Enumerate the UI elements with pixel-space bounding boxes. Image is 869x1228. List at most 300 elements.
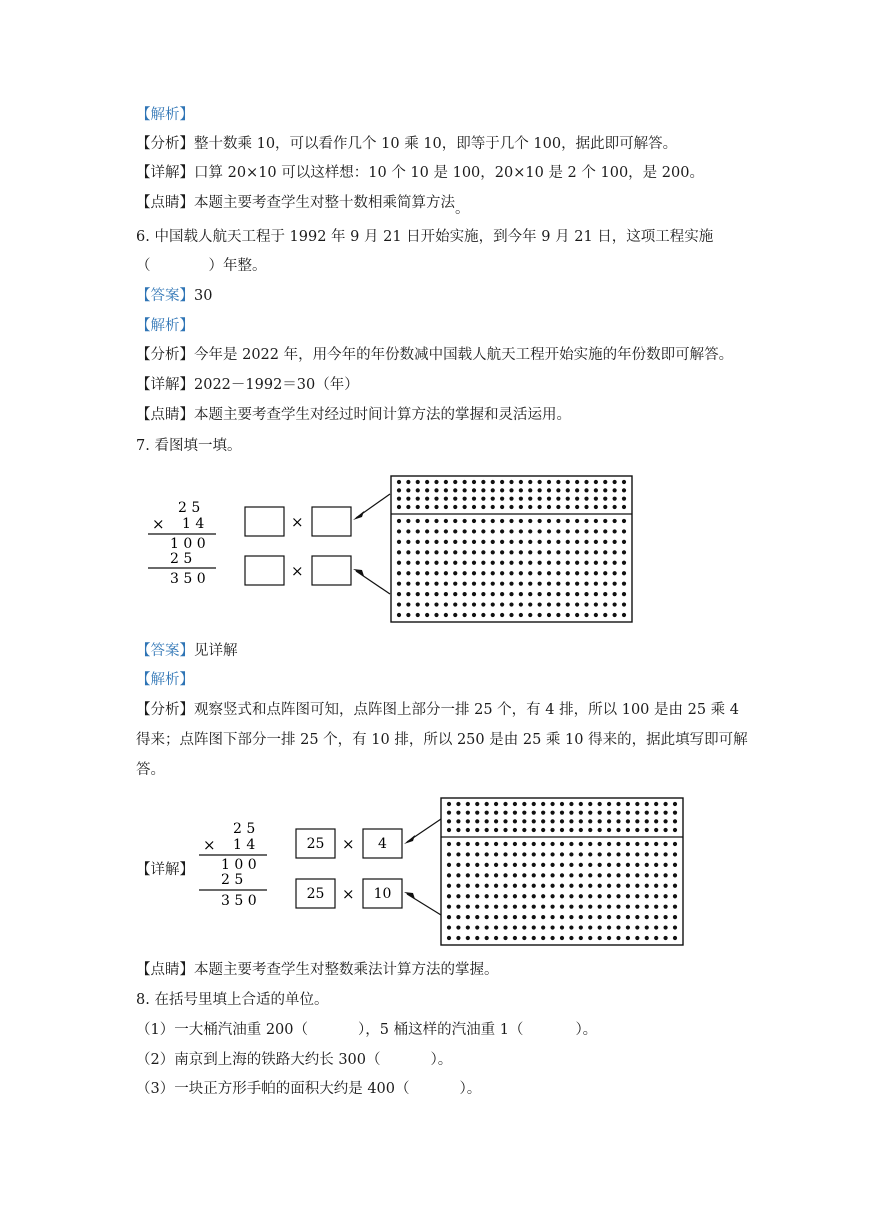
- dot: [594, 613, 598, 617]
- dot: [575, 550, 579, 554]
- dot: [528, 480, 532, 484]
- dot: [575, 571, 579, 575]
- dot: [434, 505, 438, 509]
- dot: [654, 915, 658, 919]
- dot: [485, 802, 489, 806]
- dot: [663, 819, 667, 823]
- dot: [509, 540, 513, 544]
- dot: [556, 497, 560, 501]
- dot: [538, 529, 542, 533]
- dot: [491, 540, 495, 544]
- q7-xiangjie-tag: 【详解】: [136, 862, 194, 878]
- q5-xiangjie: [136, 163, 704, 183]
- answer-box-1b[interactable]: [312, 507, 351, 536]
- dot: [456, 863, 460, 867]
- dot: [528, 613, 532, 617]
- dot: [453, 550, 457, 554]
- dot: [456, 905, 460, 909]
- dot: [575, 529, 579, 533]
- dot: [607, 811, 611, 815]
- dot: [447, 852, 451, 856]
- dot: [613, 488, 617, 492]
- dot: [654, 802, 658, 806]
- dot: [503, 884, 507, 888]
- dot: [598, 925, 602, 929]
- q7-fenxi-text-1: 观察竖式和点阵图可知，点阵图上部分一排 25 个，有 4 排，所以 100 是由 25 乘 4: [194, 702, 740, 718]
- dot: [560, 852, 564, 856]
- dot: [519, 519, 523, 523]
- dot: [673, 905, 677, 909]
- dot: [397, 519, 401, 523]
- answer-box-2b[interactable]: [312, 556, 351, 585]
- dot: [485, 842, 489, 846]
- dot: [519, 613, 523, 617]
- dot: [673, 873, 677, 877]
- dot: [584, 488, 588, 492]
- dot: [503, 828, 507, 832]
- dot: [541, 852, 545, 856]
- dot: [528, 561, 532, 565]
- dot: [519, 561, 523, 565]
- dot: [673, 842, 677, 846]
- dot: [466, 802, 470, 806]
- dot: [603, 602, 607, 606]
- q7-stem: 7. 看图填一填。: [136, 438, 242, 454]
- q7-solution-figure: [195, 793, 695, 953]
- dot: [416, 550, 420, 554]
- dot: [447, 873, 451, 877]
- dot: [654, 894, 658, 898]
- dot: [560, 936, 564, 940]
- dot: [434, 540, 438, 544]
- dot: [416, 505, 420, 509]
- q8-item2-part-b: ）。: [430, 1052, 453, 1068]
- dot: [532, 894, 536, 898]
- dot: [434, 613, 438, 617]
- dot: [663, 915, 667, 919]
- dot: [622, 602, 626, 606]
- dot: [560, 884, 564, 888]
- dot: [673, 819, 677, 823]
- q5-xiangjie-text: 口算 20×10 可以这样想：10 个 10 是 100，20×10 是 2 个 100，是 200。: [194, 165, 704, 181]
- q8-item-1: [136, 1020, 597, 1040]
- dot: [532, 936, 536, 940]
- dot: [613, 519, 617, 523]
- q7-dianjing: [136, 960, 499, 980]
- q8-item1-part-b: ），5 桶这样的汽油重 1（: [358, 1022, 524, 1038]
- dot: [528, 571, 532, 575]
- dot: [466, 819, 470, 823]
- dot: [556, 592, 560, 596]
- dot: [607, 905, 611, 909]
- dot: [598, 842, 602, 846]
- dot: [663, 905, 667, 909]
- dot: [491, 571, 495, 575]
- fenxi-tag: 【分析】: [136, 347, 194, 363]
- dot: [588, 873, 592, 877]
- dot: [598, 873, 602, 877]
- dot: [566, 592, 570, 596]
- dot: [509, 519, 513, 523]
- dot: [472, 529, 476, 533]
- dot: [532, 873, 536, 877]
- dot: [425, 505, 429, 509]
- dot: [654, 842, 658, 846]
- dot: [603, 480, 607, 484]
- dot: [645, 828, 649, 832]
- dot: [434, 529, 438, 533]
- partial-product-1: 1 0 0: [221, 857, 257, 873]
- dot: [494, 873, 498, 877]
- dot: [673, 802, 677, 806]
- dot: [566, 519, 570, 523]
- dot: [645, 802, 649, 806]
- dot: [532, 819, 536, 823]
- dot: [397, 602, 401, 606]
- dot: [566, 505, 570, 509]
- answer-box-1a[interactable]: [245, 507, 284, 536]
- dot: [598, 894, 602, 898]
- dot: [626, 863, 630, 867]
- dot: [406, 480, 410, 484]
- dot: [594, 561, 598, 565]
- dot: [519, 602, 523, 606]
- dot: [463, 540, 467, 544]
- dot: [434, 519, 438, 523]
- dot: [509, 550, 513, 554]
- dot: [550, 811, 554, 815]
- dot: [566, 602, 570, 606]
- dot: [528, 550, 532, 554]
- dot: [463, 480, 467, 484]
- dot: [626, 852, 630, 856]
- dot: [569, 894, 573, 898]
- dot: [397, 480, 401, 484]
- dot: [603, 505, 607, 509]
- dot: [472, 497, 476, 501]
- dot: [626, 828, 630, 832]
- dot: [500, 480, 504, 484]
- dot: [481, 529, 485, 533]
- dot: [485, 819, 489, 823]
- dot: [532, 852, 536, 856]
- dot: [626, 819, 630, 823]
- dot: [645, 915, 649, 919]
- dot: [579, 873, 583, 877]
- multiplier: 1 4: [182, 516, 205, 532]
- dot: [588, 884, 592, 888]
- solution-value-1a: 25: [306, 836, 325, 852]
- dot: [673, 863, 677, 867]
- dot: [466, 894, 470, 898]
- dot: [613, 540, 617, 544]
- q8-item-2: [136, 1050, 452, 1070]
- dot: [616, 894, 620, 898]
- dot: [541, 936, 545, 940]
- q5-fenxi-text: 整十数乘 10，可以看作几个 10 乘 10，即等于几个 100，据此即可解答。: [194, 136, 678, 152]
- dot: [416, 592, 420, 596]
- dot: [397, 529, 401, 533]
- q8-item2-part-a: （2）南京到上海的铁路大约长 300（: [136, 1052, 381, 1068]
- dot: [522, 828, 526, 832]
- dot: [406, 561, 410, 565]
- partial-product-2: 2 5: [221, 872, 244, 888]
- dot: [447, 819, 451, 823]
- dot: [626, 925, 630, 929]
- dot: [566, 582, 570, 586]
- dot: [522, 873, 526, 877]
- dot: [397, 582, 401, 586]
- dot: [556, 571, 560, 575]
- dot: [503, 852, 507, 856]
- dot: [500, 582, 504, 586]
- dot: [645, 863, 649, 867]
- dot: [406, 540, 410, 544]
- dot: [616, 819, 620, 823]
- dot: [463, 529, 467, 533]
- dot: [569, 863, 573, 867]
- dot: [466, 811, 470, 815]
- dot: [475, 915, 479, 919]
- dot: [519, 529, 523, 533]
- dot: [475, 863, 479, 867]
- dot: [575, 505, 579, 509]
- dot: [654, 936, 658, 940]
- dot: [616, 884, 620, 888]
- dot: [481, 497, 485, 501]
- dot: [538, 488, 542, 492]
- q7-fenxi-line1: [136, 700, 739, 720]
- dot: [569, 802, 573, 806]
- dot: [584, 582, 588, 586]
- dot: [522, 811, 526, 815]
- dot: [594, 571, 598, 575]
- dot: [613, 602, 617, 606]
- dot: [494, 936, 498, 940]
- solution-value-2a: 25: [306, 886, 325, 902]
- dot: [472, 571, 476, 575]
- dot: [522, 852, 526, 856]
- dot: [513, 894, 517, 898]
- dot: [579, 852, 583, 856]
- dot: [635, 852, 639, 856]
- dot: [616, 915, 620, 919]
- dot: [463, 571, 467, 575]
- dot: [663, 873, 667, 877]
- box-times-sign: ×: [291, 562, 304, 580]
- dot: [607, 915, 611, 919]
- dot: [453, 613, 457, 617]
- dot: [550, 925, 554, 929]
- dot: [550, 819, 554, 823]
- dot: [566, 480, 570, 484]
- q8-stem: 8. 在括号里填上合适的单位。: [136, 992, 329, 1008]
- dot: [588, 894, 592, 898]
- q8-item3-part-a: （3）一块正方形手帕的面积大约是 400（: [136, 1081, 410, 1097]
- dot: [616, 811, 620, 815]
- dot: [616, 873, 620, 877]
- dot: [406, 602, 410, 606]
- dot: [550, 828, 554, 832]
- dot: [603, 592, 607, 596]
- dot: [547, 592, 551, 596]
- dot: [654, 863, 658, 867]
- dot: [519, 505, 523, 509]
- dot: [447, 811, 451, 815]
- dot: [472, 488, 476, 492]
- dot: [550, 915, 554, 919]
- dot: [494, 852, 498, 856]
- dot: [509, 480, 513, 484]
- dot: [406, 571, 410, 575]
- dot: [547, 529, 551, 533]
- dot: [645, 842, 649, 846]
- dot: [622, 480, 626, 484]
- dot: [663, 884, 667, 888]
- dot: [503, 802, 507, 806]
- dot: [635, 915, 639, 919]
- dot: [491, 561, 495, 565]
- dot: [472, 561, 476, 565]
- dot: [622, 540, 626, 544]
- dot: [475, 905, 479, 909]
- dot: [463, 519, 467, 523]
- dot: [494, 802, 498, 806]
- dot: [579, 936, 583, 940]
- dot: [503, 915, 507, 919]
- dot: [635, 905, 639, 909]
- dot: [613, 613, 617, 617]
- dot: [447, 925, 451, 929]
- dot: [491, 613, 495, 617]
- dot: [550, 873, 554, 877]
- dot: [500, 602, 504, 606]
- dot: [434, 592, 438, 596]
- dot: [406, 519, 410, 523]
- dot: [528, 582, 532, 586]
- dot: [622, 488, 626, 492]
- dot: [513, 852, 517, 856]
- dot: [645, 819, 649, 823]
- dot: [500, 488, 504, 492]
- dot: [509, 613, 513, 617]
- q7-jiexi-tag: 【解析】: [136, 672, 194, 688]
- dot: [654, 925, 658, 929]
- dot: [434, 571, 438, 575]
- dot: [532, 842, 536, 846]
- dot: [603, 613, 607, 617]
- dot: [635, 894, 639, 898]
- dot: [519, 550, 523, 554]
- dot: [613, 550, 617, 554]
- dot: [503, 936, 507, 940]
- dot: [513, 915, 517, 919]
- dot: [491, 602, 495, 606]
- dot: [406, 582, 410, 586]
- dot: [547, 505, 551, 509]
- dot: [494, 828, 498, 832]
- dot: [434, 497, 438, 501]
- dot: [475, 894, 479, 898]
- dot: [463, 592, 467, 596]
- dot: [547, 480, 551, 484]
- dot: [594, 497, 598, 501]
- dot: [588, 819, 592, 823]
- dot: [532, 828, 536, 832]
- dot: [425, 613, 429, 617]
- dot: [613, 582, 617, 586]
- dot: [603, 540, 607, 544]
- dot: [538, 540, 542, 544]
- dot: [569, 905, 573, 909]
- dot: [444, 592, 448, 596]
- dot: [594, 550, 598, 554]
- dot: [635, 811, 639, 815]
- dot: [594, 480, 598, 484]
- dot: [584, 519, 588, 523]
- dot: [509, 497, 513, 501]
- dot: [673, 894, 677, 898]
- dot: [616, 936, 620, 940]
- dot: [416, 497, 420, 501]
- dot: [616, 802, 620, 806]
- xiangjie-tag: 【详解】: [136, 165, 194, 181]
- dot: [456, 819, 460, 823]
- q7-fenxi-line3: 答。: [136, 762, 165, 778]
- dot: [425, 571, 429, 575]
- dot: [513, 863, 517, 867]
- dot: [613, 480, 617, 484]
- dot: [466, 915, 470, 919]
- dot: [635, 925, 639, 929]
- dot: [538, 519, 542, 523]
- dot: [509, 505, 513, 509]
- dot: [613, 529, 617, 533]
- dot: [528, 505, 532, 509]
- dot: [434, 602, 438, 606]
- dot: [522, 802, 526, 806]
- dot: [560, 894, 564, 898]
- answer-box-2a[interactable]: [245, 556, 284, 585]
- dot: [645, 884, 649, 888]
- q7-dianjing-text: 本题主要考查学生对整数乘法计算方法的掌握。: [194, 962, 499, 978]
- dot: [663, 936, 667, 940]
- dot: [485, 884, 489, 888]
- dot: [503, 894, 507, 898]
- dot: [513, 873, 517, 877]
- dot: [550, 884, 554, 888]
- dot: [538, 497, 542, 501]
- dot: [406, 550, 410, 554]
- dot: [607, 936, 611, 940]
- dot: [635, 842, 639, 846]
- dot: [550, 905, 554, 909]
- q5-dianjing-end: 。: [455, 201, 470, 217]
- dot: [635, 863, 639, 867]
- dot: [622, 592, 626, 596]
- times-sign: ×: [203, 836, 216, 854]
- dot: [416, 582, 420, 586]
- dot: [607, 925, 611, 929]
- dot: [513, 936, 517, 940]
- dot: [588, 936, 592, 940]
- dot: [500, 505, 504, 509]
- dot: [453, 505, 457, 509]
- dot: [453, 561, 457, 565]
- dot: [532, 925, 536, 929]
- dot: [616, 828, 620, 832]
- dot: [663, 842, 667, 846]
